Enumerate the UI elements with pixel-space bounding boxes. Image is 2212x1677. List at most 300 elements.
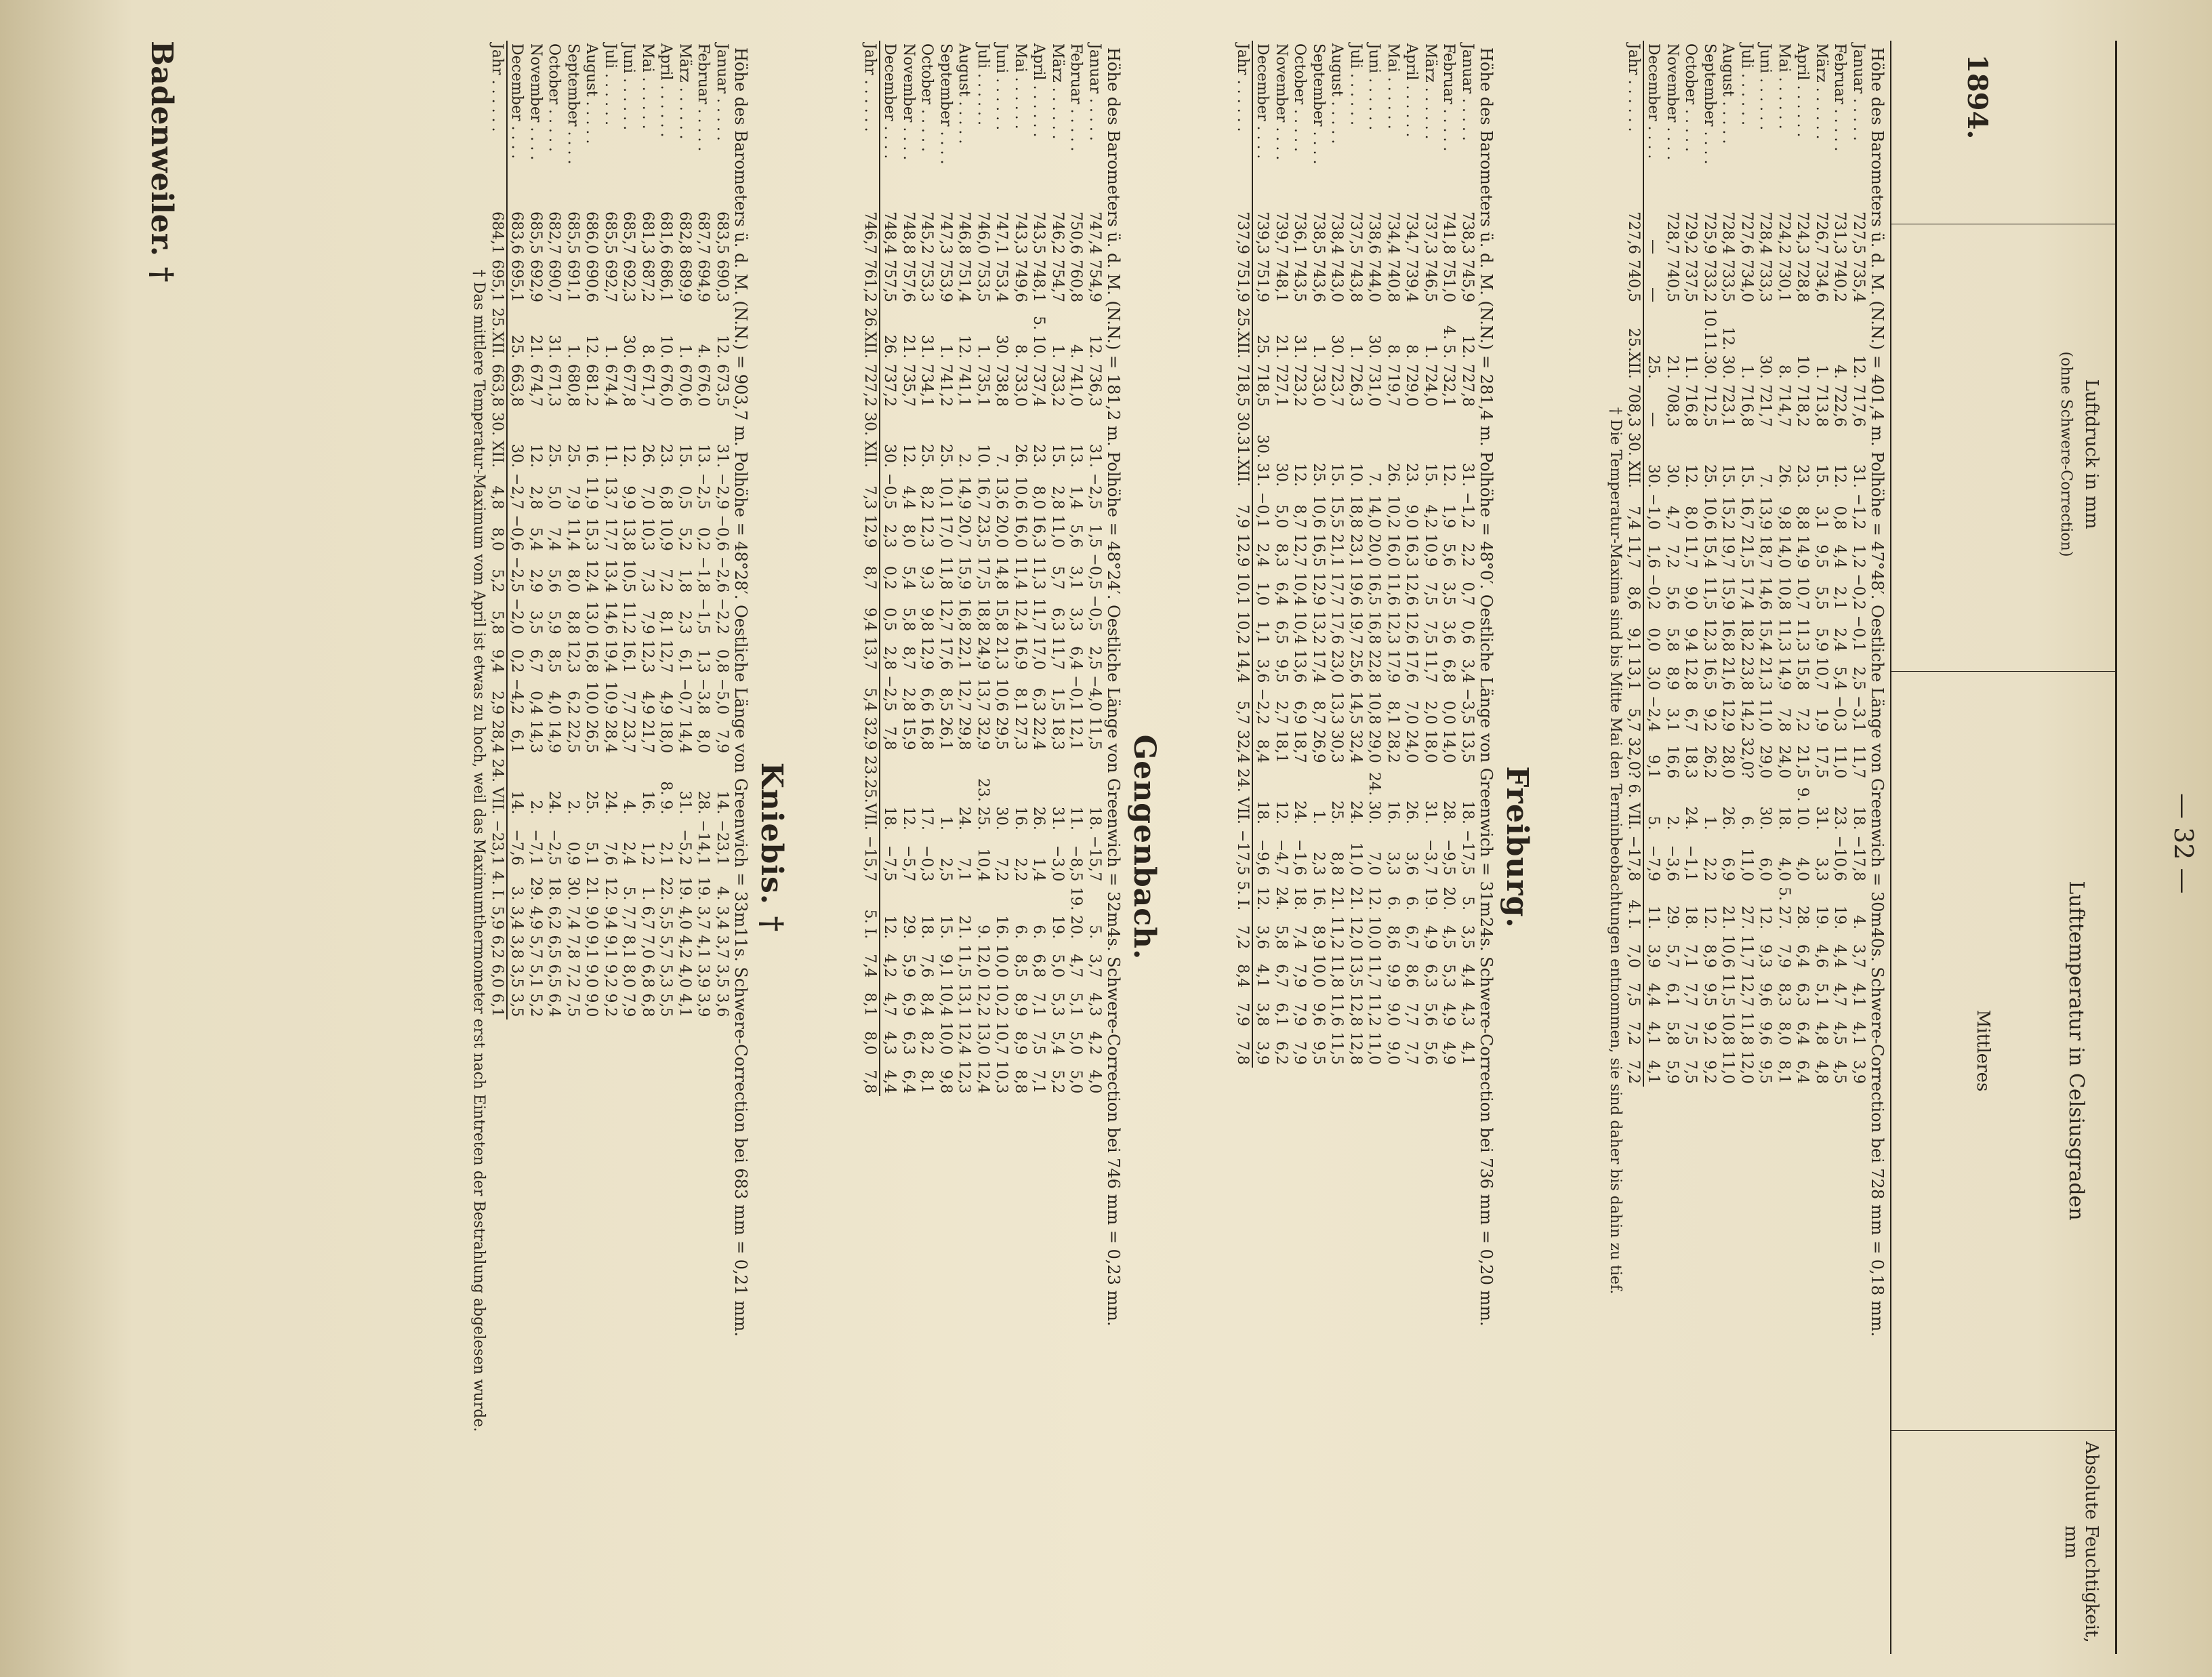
value-cell: 3,7 — [714, 935, 731, 959]
value-cell: 29,0 — [1757, 745, 1774, 779]
value-cell: 11,2 — [1328, 916, 1346, 950]
value-cell: 26,2 — [1701, 745, 1718, 779]
value-cell: 3,7 — [1086, 954, 1103, 978]
table-row — [488, 41, 508, 1019]
value-cell: 10,9 — [602, 681, 619, 715]
value-cell: 8,6 — [1624, 571, 1644, 612]
value-cell: 10,2 — [1233, 608, 1253, 647]
value-cell: 753,5 — [975, 259, 991, 302]
section-title: Kniebis. † — [754, 762, 789, 933]
month-cell: November . . . . — [527, 43, 544, 161]
value-cell: 3,9 — [695, 993, 712, 1017]
value-cell: −1,2 — [1459, 492, 1476, 529]
value-cell: 17,0 — [937, 514, 954, 548]
value-cell: 18. — [1459, 801, 1476, 825]
month-cell: April . . . . . . — [657, 43, 675, 138]
value-cell: 12,8 — [1347, 1032, 1364, 1066]
value-cell: 2,5 — [1850, 666, 1867, 691]
value-cell: 3,3 — [1385, 851, 1401, 876]
value-cell: 11,7 — [1030, 598, 1048, 632]
value-cell: 18. — [1776, 806, 1793, 830]
value-cell: 23. — [1030, 444, 1048, 468]
footnote: † Das mittlere Temperatur-Maximum vom April ist etwas zu hoch, weil das Maximumthermometer erst nach Eintreten der Bestrahlung abgelesen wurde. — [470, 269, 488, 1432]
value-cell: −2,0 — [508, 598, 526, 634]
value-cell: 9,5 — [1273, 659, 1290, 683]
value-cell: 11,0 — [1049, 514, 1066, 548]
value-cell: 11. — [1645, 906, 1662, 930]
table-row — [1830, 41, 1849, 1087]
value-cell: 9,1 — [602, 935, 619, 959]
value-cell: 7,8 — [881, 726, 899, 750]
value-cell: 5,9 — [900, 954, 917, 978]
value-cell: 2,5 — [937, 857, 954, 882]
value-cell: 10,0 — [993, 944, 1010, 978]
value-cell: 746,0 — [975, 211, 991, 254]
value-cell: 733,2 — [1049, 364, 1066, 407]
value-cell: 1,5 — [1049, 687, 1066, 712]
value-cell: 15,9 — [1719, 576, 1737, 610]
value-cell: 8,7 — [861, 550, 880, 592]
value-cell: 739,7 — [1273, 211, 1290, 254]
value-cell: 30. — [1664, 464, 1681, 488]
value-cell: 25. — [1254, 335, 1271, 359]
value-cell: 708,3 — [1664, 384, 1681, 427]
value-cell: 3,5 — [714, 964, 731, 988]
value-cell: 8,1 — [1776, 1059, 1793, 1084]
value-cell: 1,6 — [1645, 544, 1662, 569]
value-cell: 5,6 — [546, 569, 563, 593]
value-cell: 14,9 — [1794, 535, 1811, 569]
value-cell: 5. 27. — [1776, 887, 1793, 930]
table-row — [1458, 41, 1477, 1068]
value-cell: 747,3 — [937, 211, 954, 254]
value-cell: 7,9 — [1233, 489, 1253, 531]
value-cell: −3,0 — [1049, 845, 1066, 882]
value-cell: 25. — [565, 444, 581, 468]
value-cell: 0,2 — [508, 649, 526, 673]
value-cell: −2,6 — [714, 556, 731, 593]
month-cell: Juni . . . . . . — [620, 43, 638, 131]
value-cell: 5,7 — [1664, 944, 1681, 969]
value-cell: 3,4 — [508, 906, 526, 930]
value-cell: 7,4 — [1291, 925, 1309, 950]
value-cell: 4,4 — [1831, 944, 1849, 969]
value-cell: 5,2 — [527, 993, 544, 1017]
value-cell: 12. — [1366, 887, 1383, 911]
value-cell: 14,2 — [1738, 698, 1755, 732]
value-cell: 3,5 — [508, 993, 526, 1017]
value-cell: 7,0 — [639, 935, 656, 959]
value-cell: 12,0 — [1738, 1051, 1755, 1084]
value-cell: 12,6 — [1403, 572, 1420, 606]
value-cell: 11,8 — [1738, 1012, 1755, 1045]
value-cell: 728,8 — [1794, 259, 1811, 302]
value-cell: 2,8 — [1049, 485, 1066, 510]
value-cell: 3,1 — [1813, 506, 1830, 530]
value-cell: 10. — [657, 335, 675, 359]
value-cell: 0,4 — [527, 691, 544, 715]
value-cell: −17,5 — [1233, 827, 1253, 878]
data-table — [1624, 41, 1868, 1087]
value-cell: 687,7 — [695, 211, 712, 254]
value-cell: 747,1 — [993, 211, 1010, 254]
value-cell: 723,7 — [1328, 364, 1346, 407]
value-cell: 744,0 — [1366, 259, 1383, 302]
value-cell: 16,7 — [975, 476, 991, 510]
value-cell: 8,1 — [1012, 687, 1029, 712]
value-cell: 733,5 — [1719, 259, 1737, 302]
value-cell: 11. — [1067, 806, 1085, 830]
value-cell: 19,4 — [602, 639, 619, 673]
value-cell: 7,7 — [1403, 1041, 1420, 1066]
value-cell: −0,5 — [1086, 594, 1103, 632]
value-cell: 13,7 — [975, 678, 991, 712]
value-cell: −0,7 — [676, 678, 693, 715]
value-cell: 3,5 — [1459, 925, 1476, 950]
value-cell: 12. — [900, 444, 917, 468]
value-cell: 11,0 — [1831, 745, 1849, 779]
value-cell: 728,4 — [1757, 211, 1774, 254]
value-cell: 16,8 — [583, 639, 600, 673]
value-cell: 8,5 — [937, 687, 954, 712]
value-cell: 10,2 — [993, 983, 1010, 1017]
value-cell: 2,9 — [527, 569, 544, 593]
value-cell: 25. — [1310, 463, 1327, 487]
value-cell: 7,6 — [602, 841, 619, 866]
value-cell: 4,3 — [1086, 992, 1103, 1017]
value-cell: 4. I. — [1624, 884, 1644, 932]
value-cell: 11,0 — [1757, 698, 1774, 732]
value-cell: 6. — [1738, 815, 1755, 830]
value-cell: 5. I. — [861, 884, 880, 942]
value-cell: 6,3 — [900, 1031, 917, 1055]
table-header — [1890, 41, 2117, 1654]
value-cell: 748,1 — [1273, 259, 1290, 302]
value-cell: 22,4 — [1030, 716, 1048, 750]
value-cell: 690,7 — [546, 259, 563, 302]
value-cell: 3,6 — [1254, 659, 1271, 683]
value-cell: −8,5 — [1067, 845, 1085, 882]
value-cell: 2. — [1664, 815, 1681, 830]
value-cell: 682,8 — [676, 211, 693, 254]
month-cell: Februar . . . . . — [1831, 43, 1849, 152]
value-cell: 19,7 — [1347, 611, 1364, 645]
value-cell: 4,7 — [1664, 506, 1681, 530]
table-row — [955, 41, 974, 1096]
value-cell: 15. — [1813, 464, 1830, 488]
value-cell: 7,2 — [1794, 708, 1811, 732]
value-cell: 6,9 — [900, 992, 917, 1017]
value-cell: 26.XII. — [861, 305, 880, 361]
value-cell: 10,8 — [1719, 1012, 1737, 1045]
value-cell: — — [1645, 287, 1662, 302]
value-cell: 5,6 — [1422, 1003, 1439, 1027]
value-cell: −2,5 — [881, 675, 899, 712]
value-cell: 7,9 — [639, 610, 656, 634]
value-cell: 6. — [1403, 896, 1420, 911]
value-cell: 9,9 — [620, 485, 638, 510]
value-cell: 4. I. — [488, 868, 508, 904]
value-cell: 11,0 — [1738, 848, 1755, 882]
value-cell: 10,8 — [1366, 691, 1383, 725]
value-cell: 685,7 — [620, 211, 638, 254]
month-cell: Juli . . . . . . — [1347, 43, 1364, 125]
value-cell: 8. — [639, 344, 656, 359]
table-row — [861, 41, 880, 1096]
value-cell: 5,1 — [583, 841, 600, 866]
value-cell: 18. — [546, 876, 563, 901]
value-cell: 12,9 — [861, 512, 880, 550]
value-cell: 9,4 — [1682, 628, 1700, 652]
value-cell: 5,3 — [1440, 964, 1458, 988]
value-cell: 8,7 — [1291, 504, 1309, 529]
value-cell: 6. — [1030, 925, 1048, 939]
data-table — [488, 41, 732, 1019]
value-cell: 8. — [1385, 344, 1401, 359]
value-cell: 1. — [1049, 344, 1066, 359]
value-cell: 8,4 — [1254, 739, 1271, 763]
value-cell: 3,9 — [695, 964, 712, 988]
value-cell: 1. — [1310, 344, 1327, 359]
value-cell: 19. — [1049, 915, 1066, 939]
value-cell: 8. — [1403, 344, 1420, 359]
value-cell: 6,5 — [546, 964, 563, 988]
value-cell: 2,8 — [527, 485, 544, 510]
value-cell: 26. — [1385, 463, 1401, 487]
value-cell: 690,6 — [583, 259, 600, 302]
value-cell: 751,9 — [1233, 257, 1253, 305]
value-cell: 4,9 — [657, 691, 675, 715]
value-cell: 5,8 — [488, 595, 508, 637]
value-cell: 3,9 — [1645, 944, 1662, 969]
value-cell: 741,0 — [1067, 364, 1085, 407]
value-cell: 4,9 — [527, 906, 544, 930]
value-cell: 12. — [1831, 464, 1849, 488]
value-cell: 5,9 — [1664, 1059, 1681, 1084]
value-cell: 15,2 — [1719, 496, 1737, 530]
value-cell: 15. — [1719, 464, 1737, 488]
value-cell: −15,7 — [1086, 835, 1103, 882]
value-cell: 17. — [918, 806, 936, 830]
value-cell: 713,8 — [1813, 384, 1830, 427]
value-cell: −5,7 — [900, 845, 917, 882]
value-cell: 14,0 — [1776, 535, 1793, 569]
value-cell: 24. VII. — [488, 756, 508, 817]
value-cell: 7,1 — [956, 857, 973, 882]
value-cell: 15,9 — [956, 556, 973, 590]
value-cell: 11,5 — [1086, 716, 1103, 750]
value-cell: 721,7 — [1757, 384, 1774, 427]
value-cell: 26. — [1012, 444, 1029, 468]
value-cell: 9,1 — [1645, 754, 1662, 779]
value-cell: 2,2 — [1701, 857, 1718, 882]
value-cell: 7,5 — [565, 993, 581, 1017]
value-cell: 18,7 — [1757, 535, 1774, 569]
value-cell: −3,6 — [1664, 845, 1681, 882]
value-cell: 17,9 — [1385, 649, 1401, 683]
value-cell: 3,8 — [1254, 1003, 1271, 1027]
value-cell: 19,7 — [1719, 535, 1737, 569]
value-cell: 751,0 — [1440, 259, 1458, 302]
table-row — [1756, 41, 1775, 1087]
value-cell: 12,8 — [1347, 993, 1364, 1027]
value-cell: 729,0 — [1403, 364, 1420, 407]
value-cell: 6,3 — [1794, 983, 1811, 1007]
value-cell: −3,1 — [1850, 695, 1867, 732]
value-cell: 1. — [975, 344, 991, 359]
value-cell: 5,2 — [1049, 1070, 1066, 1094]
table-row — [1347, 41, 1366, 1068]
value-cell: 8,0 — [620, 964, 638, 988]
value-cell: 7,3 — [639, 569, 656, 593]
value-cell: 9,2 — [602, 993, 619, 1017]
value-cell: 5,2 — [488, 554, 508, 595]
table-row — [564, 41, 583, 1019]
value-cell: 6,4 — [1273, 582, 1290, 606]
value-cell: 11,8 — [937, 556, 954, 590]
value-cell: −0,6 — [714, 514, 731, 551]
value-cell: 15,3 — [583, 517, 600, 551]
value-cell: 4,1 — [695, 935, 712, 959]
month-cell: Juli . . . . . . — [975, 43, 991, 125]
value-cell: 28,2 — [1385, 729, 1401, 763]
value-cell: −3,5 — [1459, 688, 1476, 725]
value-cell: 6,8 — [1440, 659, 1458, 683]
value-cell: 719,7 — [1385, 364, 1401, 407]
value-cell: 741,1 — [956, 364, 973, 407]
value-cell: 14,6 — [602, 601, 619, 634]
value-cell: 737,5 — [1347, 211, 1364, 254]
value-cell: 12,4 — [956, 1022, 973, 1055]
value-cell: 743,5 — [1030, 211, 1048, 254]
value-cell: 12. — [881, 915, 899, 939]
value-cell: 738,5 — [1310, 211, 1327, 254]
value-cell: 10,6 — [993, 678, 1010, 712]
value-cell: 732,1 — [1440, 364, 1458, 407]
value-cell: 6,1 — [676, 649, 693, 673]
value-cell: 3,8 — [508, 935, 526, 959]
value-cell: 1. — [639, 886, 656, 901]
value-cell: 754,9 — [1086, 259, 1103, 302]
value-cell: 16,7 — [1738, 496, 1755, 530]
month-cell: September . . . . — [1310, 43, 1327, 165]
value-cell: 26. — [1776, 464, 1793, 488]
value-cell: 12. — [1459, 335, 1476, 359]
value-cell: 4. — [620, 800, 638, 815]
value-cell: 12,9 — [1233, 531, 1253, 569]
value-cell: 9,8 — [1776, 506, 1793, 530]
value-cell: 9,8 — [937, 1070, 954, 1094]
value-cell: 22. — [657, 876, 675, 901]
value-cell: 674,7 — [527, 364, 544, 407]
value-cell: 748,1 — [1030, 259, 1048, 302]
value-cell: 27. — [1738, 906, 1755, 930]
value-cell: 32,4 — [1347, 729, 1364, 763]
value-cell: 10,1 — [937, 476, 954, 510]
value-cell: 3,0 — [1645, 666, 1662, 691]
value-cell: 757,6 — [900, 259, 917, 302]
value-cell: −0,5 — [881, 473, 899, 510]
value-cell: 12,3 — [1701, 618, 1718, 652]
value-cell: 7,1 — [1682, 944, 1700, 969]
value-cell: 5,6 — [1440, 543, 1458, 567]
value-cell: 0,2 — [695, 527, 712, 551]
value-cell: 4,2 — [881, 954, 899, 978]
value-cell: 5,7 — [1233, 685, 1253, 727]
value-cell: 5,8 — [1664, 1022, 1681, 1045]
value-cell: 19. — [695, 876, 712, 901]
value-cell: 12. — [1086, 335, 1103, 359]
value-cell: 3,4 — [714, 906, 731, 930]
value-cell: 5,3 — [657, 964, 675, 988]
value-cell: 8,0 — [488, 512, 508, 553]
value-cell: 22,5 — [565, 720, 581, 754]
value-cell: 5,4 — [861, 672, 880, 714]
value-cell: 21. — [1273, 335, 1290, 359]
value-cell: 683,6 — [508, 211, 526, 254]
value-cell: 16. — [583, 444, 600, 468]
value-cell: 8,0 — [1682, 506, 1700, 530]
table-row — [527, 41, 546, 1019]
value-cell: 2,4 — [1831, 628, 1849, 652]
value-cell: 11,2 — [1366, 993, 1383, 1027]
value-cell: 16,8 — [1366, 611, 1383, 645]
value-cell: 3,9 — [1254, 1041, 1271, 1066]
value-cell: 5,2 — [676, 527, 693, 551]
section-subtitle: Höhe des Barometers ü. d. M. (N.N.) = 181,2 m. Polhöhe = 48°24′. Oestliche Länge von Greenwich = 32m4s. Schwere-Correction bei 746 mm = 0,23 mm. — [1104, 47, 1123, 1327]
value-cell: 9,6 — [1757, 1022, 1774, 1045]
value-cell: 4,9 — [1422, 925, 1439, 950]
value-cell: 760,8 — [1067, 259, 1085, 302]
value-cell: 21,5 — [1794, 745, 1811, 779]
value-cell: 32,0? — [1738, 737, 1755, 779]
table-row — [1365, 41, 1384, 1068]
value-cell: 7,2 — [565, 964, 581, 988]
value-cell: −1,8 — [695, 556, 712, 593]
value-cell: 10,4 — [975, 848, 991, 882]
value-cell: 11,3 — [1794, 618, 1811, 652]
value-cell: 25.XII. — [1233, 305, 1253, 361]
value-cell: 12,0 — [1347, 916, 1364, 950]
value-cell: 737,9 — [1233, 209, 1253, 257]
value-cell: 6,2 — [546, 906, 563, 930]
value-cell: 2,0 — [1422, 700, 1439, 725]
value-cell: 5,4 — [1049, 1031, 1066, 1055]
value-cell: 9,4 — [488, 637, 508, 676]
month-cell: Jahr . . . . . . — [488, 41, 508, 209]
value-cell: 24,9 — [975, 637, 991, 670]
value-cell: 6,2 — [565, 691, 581, 715]
table-row — [918, 41, 937, 1096]
value-cell: 683,5 — [714, 211, 731, 254]
value-cell: 1. — [937, 815, 954, 830]
value-cell: 9,4 — [602, 906, 619, 930]
value-cell: 712,5 — [1701, 384, 1718, 427]
value-cell: 9,5 — [1757, 1059, 1774, 1084]
value-cell: 11,7 — [1049, 637, 1066, 670]
value-cell: 724,2 — [1776, 211, 1793, 254]
value-cell: 6,7 — [1682, 708, 1700, 732]
mittleres-label: Mittleres — [1973, 1009, 1993, 1092]
value-cell: 731,0 — [1366, 364, 1383, 407]
section-title: Gengenbach. — [1127, 734, 1162, 961]
value-cell: −23,1 — [714, 820, 731, 866]
month-cell: Januar . . . . . — [1459, 43, 1476, 141]
value-cell: 8. — [1012, 344, 1029, 359]
value-cell: 30. — [993, 335, 1010, 359]
value-cell: 4,0 — [1794, 857, 1811, 882]
table-row — [1643, 41, 1663, 1087]
